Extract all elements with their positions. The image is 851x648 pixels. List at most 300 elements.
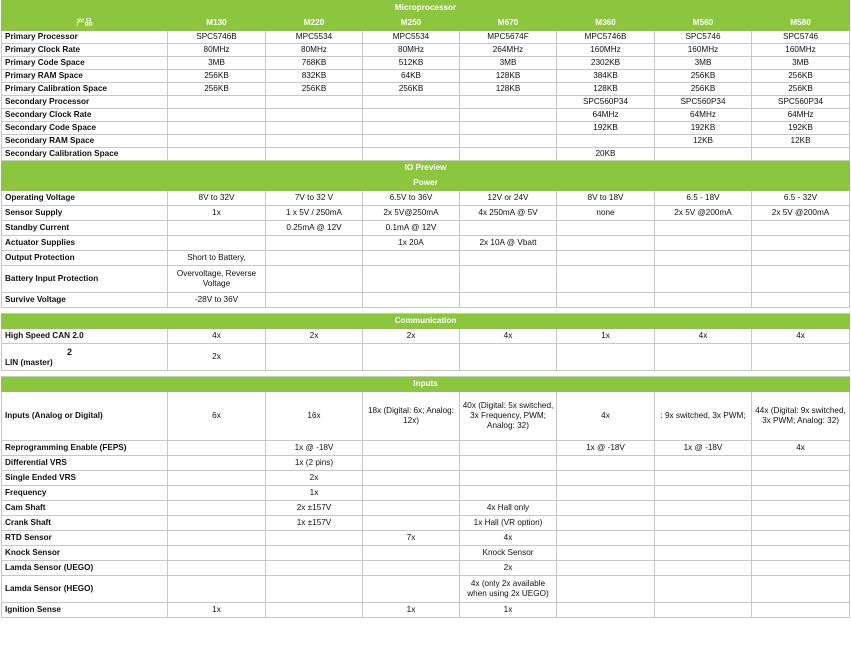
cell-m130: 256KB xyxy=(168,70,266,83)
row-standby-current xyxy=(2,221,850,236)
cell-m580: 192KB xyxy=(752,122,850,135)
cell-m580 xyxy=(752,251,850,266)
cell-m250 xyxy=(363,456,460,471)
cell-m130 xyxy=(168,236,266,251)
cell-m580 xyxy=(752,456,850,471)
cell-m130: 3MB xyxy=(168,57,266,70)
cell-m130: Short to Battery, xyxy=(168,251,266,266)
cell-m670 xyxy=(460,148,557,161)
cell-m560 xyxy=(655,344,752,371)
cell-m560 xyxy=(655,516,752,531)
cell-m250 xyxy=(363,148,460,161)
cell-m560: : 9x switched, 3x PWM; xyxy=(655,392,752,441)
section-header-communication xyxy=(2,314,850,329)
cell-m360: 8V to 18V xyxy=(557,191,655,206)
cell-m220 xyxy=(266,251,363,266)
cell-m560: 192KB xyxy=(655,122,752,135)
cell-m580 xyxy=(752,344,850,371)
row-secondary-ram-space xyxy=(2,135,850,148)
cell-m360: 4x xyxy=(557,392,655,441)
section-header-power xyxy=(2,176,850,191)
cell-m220: 832KB xyxy=(266,70,363,83)
cell-m560: 256KB xyxy=(655,83,752,96)
row-label: Secondary RAM Space xyxy=(2,135,168,148)
row-label: Survive Voltage xyxy=(2,293,168,308)
cell-m220 xyxy=(266,109,363,122)
row-label: Primary Processor xyxy=(2,31,168,44)
cell-m220: 2x xyxy=(266,329,363,344)
cell-m250 xyxy=(363,561,460,576)
cell-m670 xyxy=(460,221,557,236)
cell-m220 xyxy=(266,344,363,371)
row-label: Ignition Sense xyxy=(2,603,168,618)
cell-m130 xyxy=(168,576,266,603)
cell-m560 xyxy=(655,501,752,516)
cell-m250: MPC5534 xyxy=(363,31,460,44)
model-m580: M580 xyxy=(752,16,850,31)
cell-m250 xyxy=(363,486,460,501)
cell-m360 xyxy=(557,486,655,501)
row-inputs-analog-or-digital xyxy=(2,392,850,441)
cell-m560: 2x 5V @200mA xyxy=(655,206,752,221)
cell-m560 xyxy=(655,546,752,561)
cell-m130 xyxy=(168,148,266,161)
cell-m130 xyxy=(168,456,266,471)
cell-m580 xyxy=(752,486,850,501)
cell-m360 xyxy=(557,603,655,618)
row-operating-voltage xyxy=(2,191,850,206)
cell-m580 xyxy=(752,221,850,236)
cell-m220 xyxy=(266,148,363,161)
cell-m220: 1x @ -18V xyxy=(266,441,363,456)
row-cam-shaft xyxy=(2,501,850,516)
cell-m580 xyxy=(752,531,850,546)
cell-m580: 160MHz xyxy=(752,44,850,57)
cell-m560: 6.5 - 18V xyxy=(655,191,752,206)
cell-m130: 256KB xyxy=(168,83,266,96)
row-rtd-sensor xyxy=(2,531,850,546)
cell-m130 xyxy=(168,109,266,122)
lin-label: LIN (master) xyxy=(5,357,53,367)
cell-m360 xyxy=(557,266,655,293)
cell-m670: 4x xyxy=(460,329,557,344)
cell-m130 xyxy=(168,96,266,109)
cell-m220: 2x xyxy=(266,471,363,486)
cell-m130: SPC5746B xyxy=(168,31,266,44)
cell-m220: 1x ±157V xyxy=(266,516,363,531)
row-label: Primary Code Space xyxy=(2,57,168,70)
cell-m250 xyxy=(363,516,460,531)
cell-m670: MPC5674F xyxy=(460,31,557,44)
cell-m250: 1x xyxy=(363,603,460,618)
cell-m560: 3MB xyxy=(655,57,752,70)
cell-m670: 4x xyxy=(460,531,557,546)
cell-m670: 4x Hall only xyxy=(460,501,557,516)
cell-m560: SPC5746 xyxy=(655,31,752,44)
cell-m130 xyxy=(168,122,266,135)
cell-m580: SPC5746 xyxy=(752,31,850,44)
cell-m670 xyxy=(460,135,557,148)
cell-m130 xyxy=(168,531,266,546)
cell-m360: none xyxy=(557,206,655,221)
cell-m360 xyxy=(557,546,655,561)
row-primary-ram-space xyxy=(2,70,850,83)
cell-m360 xyxy=(557,236,655,251)
cell-m130: 1x xyxy=(168,603,266,618)
cell-m130: Overvoltage, Reverse Voltage xyxy=(168,266,266,293)
row-label: Single Ended VRS xyxy=(2,471,168,486)
row-lin-master xyxy=(2,344,850,371)
row-battery-input-protection xyxy=(2,266,850,293)
row-lamda-sensor-uego xyxy=(2,561,850,576)
model-m560: M560 xyxy=(655,16,752,31)
spec-table xyxy=(1,0,850,618)
cell-m670: 128KB xyxy=(460,70,557,83)
cell-m250 xyxy=(363,546,460,561)
cell-m360 xyxy=(557,531,655,546)
cell-m580: 4x xyxy=(752,329,850,344)
cell-m560 xyxy=(655,221,752,236)
cell-m580: 3MB xyxy=(752,57,850,70)
cell-m580: 44x (Digital: 9x switched, 3x PWM; Analog: 32) xyxy=(752,392,850,441)
cell-m130: 6x xyxy=(168,392,266,441)
cell-m220 xyxy=(266,603,363,618)
cell-m560: SPC560P34 xyxy=(655,96,752,109)
cell-m560 xyxy=(655,266,752,293)
cell-m670: 2x 10A @ Vbatt xyxy=(460,236,557,251)
cell-m130 xyxy=(168,221,266,236)
cell-m670: 4x (only 2x available when using 2x UEGO) xyxy=(460,576,557,603)
cell-m220: 2x ±157V xyxy=(266,501,363,516)
row-label: Primary RAM Space xyxy=(2,70,168,83)
cell-m560 xyxy=(655,576,752,603)
model-m220: M220 xyxy=(266,16,363,31)
cell-m580 xyxy=(752,501,850,516)
cell-m670 xyxy=(460,122,557,135)
cell-m580 xyxy=(752,148,850,161)
cell-m670 xyxy=(460,456,557,471)
row-label: Secondary Clock Rate xyxy=(2,109,168,122)
row-label: Secondary Processor xyxy=(2,96,168,109)
cell-m130: 4x xyxy=(168,329,266,344)
cell-m670 xyxy=(460,96,557,109)
section-header-inputs xyxy=(2,377,850,392)
cell-m250 xyxy=(363,293,460,308)
cell-m250: 6.5V to 36V xyxy=(363,191,460,206)
cell-m360 xyxy=(557,221,655,236)
cell-m250 xyxy=(363,441,460,456)
row-label: Reprogramming Enable (FEPS) xyxy=(2,441,168,456)
row-label: Primary Clock Rate xyxy=(2,44,168,57)
row-primary-code-space xyxy=(2,57,850,70)
cell-m220 xyxy=(266,96,363,109)
row-reprogramming-enable-feps xyxy=(2,441,850,456)
cell-m250 xyxy=(363,122,460,135)
cell-m220 xyxy=(266,266,363,293)
cell-m360 xyxy=(557,561,655,576)
section-title: Power xyxy=(2,176,850,191)
cell-m580 xyxy=(752,471,850,486)
cell-m360 xyxy=(557,576,655,603)
row-label: Lamda Sensor (HEGO) xyxy=(2,576,168,603)
cell-m580 xyxy=(752,603,850,618)
cell-m560 xyxy=(655,293,752,308)
cell-m560 xyxy=(655,561,752,576)
cell-m670 xyxy=(460,441,557,456)
row-label: Knock Sensor xyxy=(2,546,168,561)
row-label: Crank Shaft xyxy=(2,516,168,531)
cell-m560: 12KB xyxy=(655,135,752,148)
cell-m360: 160MHz xyxy=(557,44,655,57)
cell-m360 xyxy=(557,501,655,516)
row-secondary-clock-rate xyxy=(2,109,850,122)
cell-m360: 1x @ -18V xyxy=(557,441,655,456)
row-label: Secondary Calibration Space xyxy=(2,148,168,161)
row-actuator-supplies xyxy=(2,236,850,251)
cell-m580 xyxy=(752,561,850,576)
cell-m670 xyxy=(460,109,557,122)
cell-m220: 0.25mA @ 12V xyxy=(266,221,363,236)
cell-m220: 1 x 5V / 250mA xyxy=(266,206,363,221)
row-label: Differential VRS xyxy=(2,456,168,471)
cell-m130: -28V to 36V xyxy=(168,293,266,308)
section-title: IO Preview xyxy=(2,161,850,176)
model-m360: M360 xyxy=(557,16,655,31)
cell-m560: 64MHz xyxy=(655,109,752,122)
cell-m360: 2302KB xyxy=(557,57,655,70)
row-secondary-processor xyxy=(2,96,850,109)
row-label: Lamda Sensor (UEGO) xyxy=(2,561,168,576)
row-survive-voltage xyxy=(2,293,850,308)
row-output-protection xyxy=(2,251,850,266)
cell-m560 xyxy=(655,456,752,471)
cell-m360: 192KB xyxy=(557,122,655,135)
cell-m580: 256KB xyxy=(752,70,850,83)
cell-m560: 256KB xyxy=(655,70,752,83)
cell-m250 xyxy=(363,344,460,371)
row-differential-vrs xyxy=(2,456,850,471)
cell-m220 xyxy=(266,122,363,135)
cell-m560 xyxy=(655,251,752,266)
cell-m130 xyxy=(168,486,266,501)
row-label: Standby Current xyxy=(2,221,168,236)
cell-m130 xyxy=(168,561,266,576)
row-label: Actuator Supplies xyxy=(2,236,168,251)
row-label: RTD Sensor xyxy=(2,531,168,546)
model-m130: M130 xyxy=(168,16,266,31)
row-crank-shaft xyxy=(2,516,850,531)
row-label: High Speed CAN 2.0 xyxy=(2,329,168,344)
section-header-microprocessor xyxy=(2,1,850,16)
section-title: Communication xyxy=(2,314,850,329)
cell-m670: 3MB xyxy=(460,57,557,70)
row-label xyxy=(2,344,168,371)
cell-m560 xyxy=(655,471,752,486)
cell-m250: 7x xyxy=(363,531,460,546)
cell-m250 xyxy=(363,266,460,293)
cell-m360 xyxy=(557,471,655,486)
row-label: Operating Voltage xyxy=(2,191,168,206)
cell-m130 xyxy=(168,501,266,516)
cell-m670 xyxy=(460,251,557,266)
cell-m580: 12KB xyxy=(752,135,850,148)
cell-m250: 256KB xyxy=(363,83,460,96)
row-label: Cam Shaft xyxy=(2,501,168,516)
cell-m250 xyxy=(363,135,460,148)
row-sensor-supply xyxy=(2,206,850,221)
cell-m250 xyxy=(363,576,460,603)
row-ignition-sense xyxy=(2,603,850,618)
cell-m560 xyxy=(655,236,752,251)
cell-m580: SPC560P34 xyxy=(752,96,850,109)
cell-m360 xyxy=(557,516,655,531)
cell-m580 xyxy=(752,293,850,308)
cell-m130: 8V to 32V xyxy=(168,191,266,206)
cell-m360: 384KB xyxy=(557,70,655,83)
cell-m670 xyxy=(460,486,557,501)
cell-m670: 1x xyxy=(460,603,557,618)
cell-m220: 256KB xyxy=(266,83,363,96)
row-label: Inputs (Analog or Digital) xyxy=(2,392,168,441)
cell-m220 xyxy=(266,293,363,308)
cell-m130 xyxy=(168,441,266,456)
cell-m130: 1x xyxy=(168,206,266,221)
model-header-row xyxy=(2,16,850,31)
row-frequency xyxy=(2,486,850,501)
cell-m250: 18x (Digital: 6x; Analog: 12x) xyxy=(363,392,460,441)
cell-m250 xyxy=(363,501,460,516)
cell-m220 xyxy=(266,236,363,251)
cell-m580: 6.5 - 32V xyxy=(752,191,850,206)
cell-m130: 80MHz xyxy=(168,44,266,57)
cell-m560: 1x @ -18V xyxy=(655,441,752,456)
row-primary-processor xyxy=(2,31,850,44)
cell-m560 xyxy=(655,148,752,161)
cell-m670 xyxy=(460,471,557,486)
row-label: Sensor Supply xyxy=(2,206,168,221)
cell-m360: 128KB xyxy=(557,83,655,96)
cell-m250: 80MHz xyxy=(363,44,460,57)
cell-m250 xyxy=(363,109,460,122)
row-label: Primary Calibration Space xyxy=(2,83,168,96)
cell-m360 xyxy=(557,344,655,371)
cell-m670: 264MHz xyxy=(460,44,557,57)
row-label: Frequency xyxy=(2,486,168,501)
row-single-ended-vrs xyxy=(2,471,850,486)
cell-m250 xyxy=(363,251,460,266)
cell-m580: 4x xyxy=(752,441,850,456)
row-secondary-code-space xyxy=(2,122,850,135)
header-label: 产品 xyxy=(2,16,168,31)
cell-m670: 4x 250mA @ 5V xyxy=(460,206,557,221)
cell-m250 xyxy=(363,471,460,486)
row-lamda-sensor-hego xyxy=(2,576,850,603)
cell-m360: 20KB xyxy=(557,148,655,161)
cell-m220 xyxy=(266,546,363,561)
cell-m130 xyxy=(168,546,266,561)
cell-m670: Knock Sensor xyxy=(460,546,557,561)
cell-m250: 64KB xyxy=(363,70,460,83)
row-primary-clock-rate xyxy=(2,44,850,57)
cell-m220 xyxy=(266,561,363,576)
cell-m670: 40x (Digital: 5x switched, 3x Frequency, PWM; Analog: 32) xyxy=(460,392,557,441)
cell-m560: 4x xyxy=(655,329,752,344)
cell-m360 xyxy=(557,135,655,148)
row-high-speed-can-2-0 xyxy=(2,329,850,344)
cell-m220: 80MHz xyxy=(266,44,363,57)
cell-m580: 256KB xyxy=(752,83,850,96)
cell-m360: SPC560P34 xyxy=(557,96,655,109)
cell-m220: 7V to 32 V xyxy=(266,191,363,206)
cell-m670 xyxy=(460,344,557,371)
cell-m670 xyxy=(460,293,557,308)
cell-m250: 2x xyxy=(363,329,460,344)
cell-m360 xyxy=(557,456,655,471)
cell-m580 xyxy=(752,576,850,603)
row-label: Secondary Code Space xyxy=(2,122,168,135)
lin-superscript: 2 xyxy=(67,346,73,357)
cell-m130: 2x xyxy=(168,344,266,371)
cell-m360 xyxy=(557,293,655,308)
cell-m220: 1x xyxy=(266,486,363,501)
model-m250: M250 xyxy=(363,16,460,31)
cell-m130 xyxy=(168,516,266,531)
cell-m360: 64MHz xyxy=(557,109,655,122)
cell-m250: 2x 5V@250mA xyxy=(363,206,460,221)
cell-m580 xyxy=(752,516,850,531)
cell-m360: MPC5746B xyxy=(557,31,655,44)
section-header-io_preview xyxy=(2,161,850,176)
cell-m130 xyxy=(168,471,266,486)
cell-m580: 2x 5V @200mA xyxy=(752,206,850,221)
cell-m560 xyxy=(655,531,752,546)
cell-m220: 16x xyxy=(266,392,363,441)
model-m670: M670 xyxy=(460,16,557,31)
row-primary-calibration-space xyxy=(2,83,850,96)
cell-m670 xyxy=(460,266,557,293)
cell-m220 xyxy=(266,576,363,603)
cell-m220 xyxy=(266,135,363,148)
section-title: Inputs xyxy=(2,377,850,392)
cell-m580 xyxy=(752,546,850,561)
cell-m250: 0.1mA @ 12V xyxy=(363,221,460,236)
cell-m220: 768KB xyxy=(266,57,363,70)
cell-m560: 160MHz xyxy=(655,44,752,57)
cell-m220: MPC5534 xyxy=(266,31,363,44)
cell-m250: 1x 20A xyxy=(363,236,460,251)
section-title: Microprocessor xyxy=(2,1,850,16)
cell-m560 xyxy=(655,486,752,501)
cell-m360: 1x xyxy=(557,329,655,344)
row-label: Output Protection xyxy=(2,251,168,266)
row-secondary-calibration-space xyxy=(2,148,850,161)
cell-m250: 512KB xyxy=(363,57,460,70)
cell-m560 xyxy=(655,603,752,618)
row-knock-sensor xyxy=(2,546,850,561)
cell-m220: 1x (2 pins) xyxy=(266,456,363,471)
cell-m580 xyxy=(752,236,850,251)
cell-m670: 2x xyxy=(460,561,557,576)
cell-m580: 64MHz xyxy=(752,109,850,122)
cell-m670: 128KB xyxy=(460,83,557,96)
row-label: Battery Input Protection xyxy=(2,266,168,293)
cell-m670: 1x Hall (VR option) xyxy=(460,516,557,531)
cell-m670: 12V or 24V xyxy=(460,191,557,206)
cell-m220 xyxy=(266,531,363,546)
cell-m360 xyxy=(557,251,655,266)
cell-m130 xyxy=(168,135,266,148)
cell-m250 xyxy=(363,96,460,109)
